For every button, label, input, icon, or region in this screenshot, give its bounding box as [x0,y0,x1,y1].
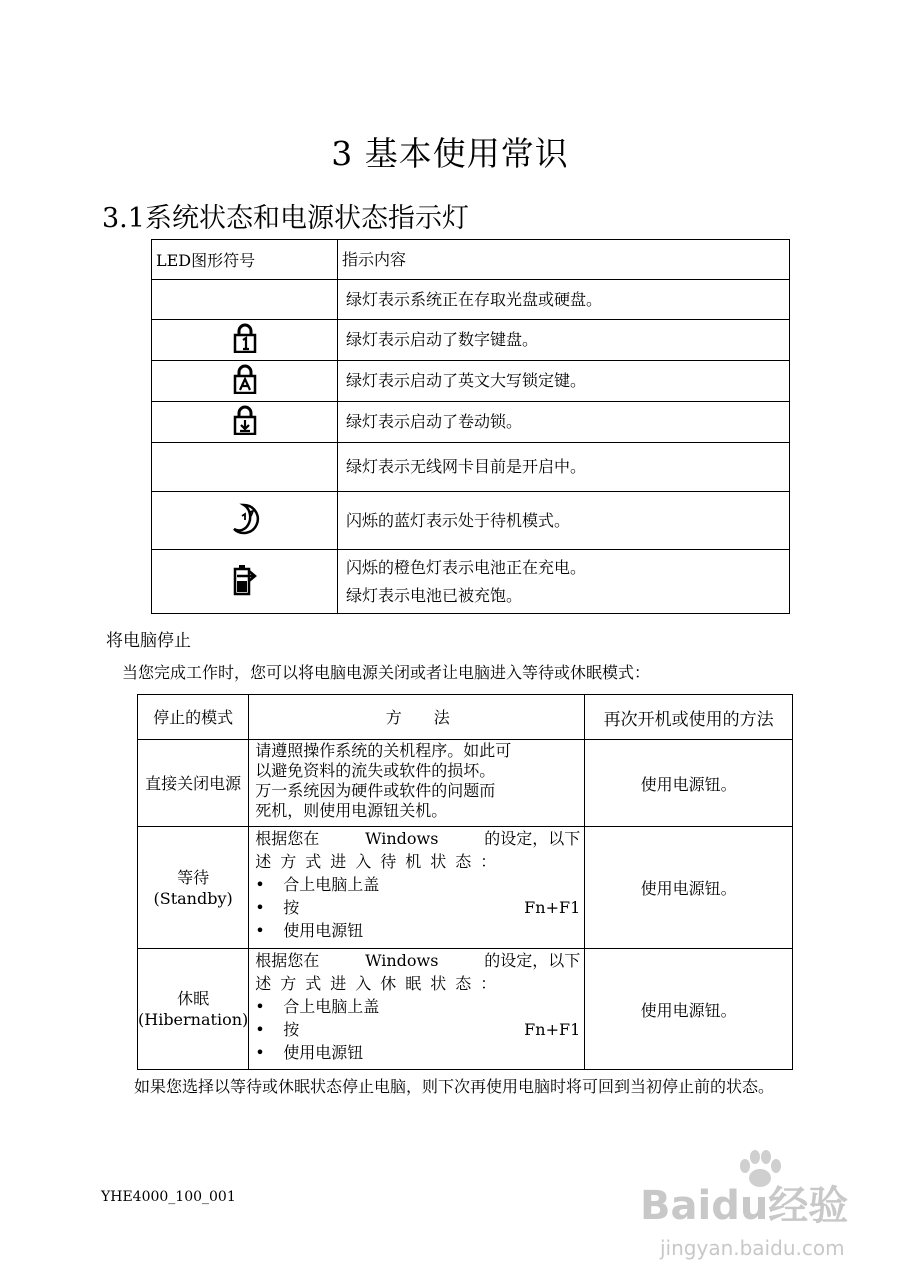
mode-label: 直接关闭电源 [138,740,249,827]
table-header: 停止的模式 [138,695,249,740]
list-item: • 按 Fn+F1 [255,1020,581,1039]
table-row [152,361,790,402]
subsection-heading: 将电脑停止 [106,631,191,651]
baidu-watermark [640,1150,880,1280]
mode-label: 等待 (Standby) [138,827,249,949]
method-line: 述方式进入休眠状态： [255,974,506,993]
document-code: YHE4000_100_001 [101,1189,236,1205]
table-row: 等待 (Standby) 根据您在 Windows 的设定，以下 述方式进入待机状态： • 合上电脑上盖 • 按 Fn+F1 • 使用电源钮 使用电源钮。 [138,827,793,949]
intro-text: 当您完成工作时，您可以将电脑电源关闭或者让电脑进入等待或休眠模式： [122,663,651,682]
watermark-url: jingyan.baidu.com [660,1236,845,1260]
mode-label: 休眠 (Hibernation) [138,949,249,1070]
list-item: • 合上电脑上盖 [255,875,380,894]
method-line: 以避免资料的流失或软件的损坏。 [255,761,496,780]
table-row [152,280,790,320]
moon-standby-icon [230,503,260,535]
method-line: 死机，则使用电源钮关机。 [255,801,448,820]
indicator-description: 绿灯表示电池已被充饱。 [346,585,523,605]
watermark-brand: Baidu经验 [640,1183,849,1229]
battery-charge-icon [233,564,257,596]
caps-lock-icon [233,364,257,394]
method-line: 万一系统因为硬件或软件的问题而 [255,781,496,800]
method-line: 述方式进入待机状态： [255,852,506,871]
indicator-description: 绿灯表示启动了数字键盘。 [338,320,790,361]
indicator-description: 绿灯表示启动了英文大写锁定键。 [338,361,790,402]
list-item: • 按 Fn+F1 [255,898,581,917]
section-title: 3.1系统状态和电源状态指示灯 [102,203,469,234]
table-row [152,402,790,443]
indicator-description: 绿灯表示启动了卷动锁。 [338,402,790,443]
restart-method: 使用电源钮。 [585,740,793,827]
table-header: 方 法 [249,695,585,740]
restart-method: 使用电源钮。 [585,949,793,1070]
table-header: 再次开机或使用的方法 [585,695,793,740]
list-item: • 使用电源钮 [255,1043,364,1062]
indicator-description: 绿灯表示系统正在存取光盘或硬盘。 [338,280,790,320]
indicator-description: 闪烁的橙色灯表示电池正在充电。 [346,557,587,577]
page-title: 3 基本使用常识 [331,134,569,173]
indicator-description: 绿灯表示无线网卡目前是开启中。 [338,443,790,492]
shutdown-mode-table [137,694,793,1070]
list-item: • 合上电脑上盖 [255,997,380,1016]
indicator-description: 闪烁的蓝灯表示处于待机模式。 [338,492,790,550]
table-header: 指示内容 [338,240,790,280]
led-indicator-table [151,239,790,614]
list-item: • 使用电源钮 [255,921,364,940]
num-lock-icon [233,323,257,353]
table-row: 休眠 (Hibernation) 根据您在 Windows 的设定，以下 述方式进入休眠状态： • 合上电脑上盖 • 按 Fn+F1 • 使用电源钮 使用电源钮。 [138,949,793,1070]
table-row [152,492,790,550]
table-row [138,740,793,827]
restart-method: 使用电源钮。 [585,827,793,949]
table-row [152,320,790,361]
closing-note: 如果您选择以等待或休眠状态停止电脑，则下次再使用电脑时将可回到当初停止前的状态。 [134,1077,775,1096]
method-line: 请遵照操作系统的关机程序。如此可 [255,741,512,760]
table-header: LED图形符号 [152,240,338,280]
table-row [152,443,790,492]
scroll-lock-icon [233,405,257,435]
table-row [152,550,790,614]
